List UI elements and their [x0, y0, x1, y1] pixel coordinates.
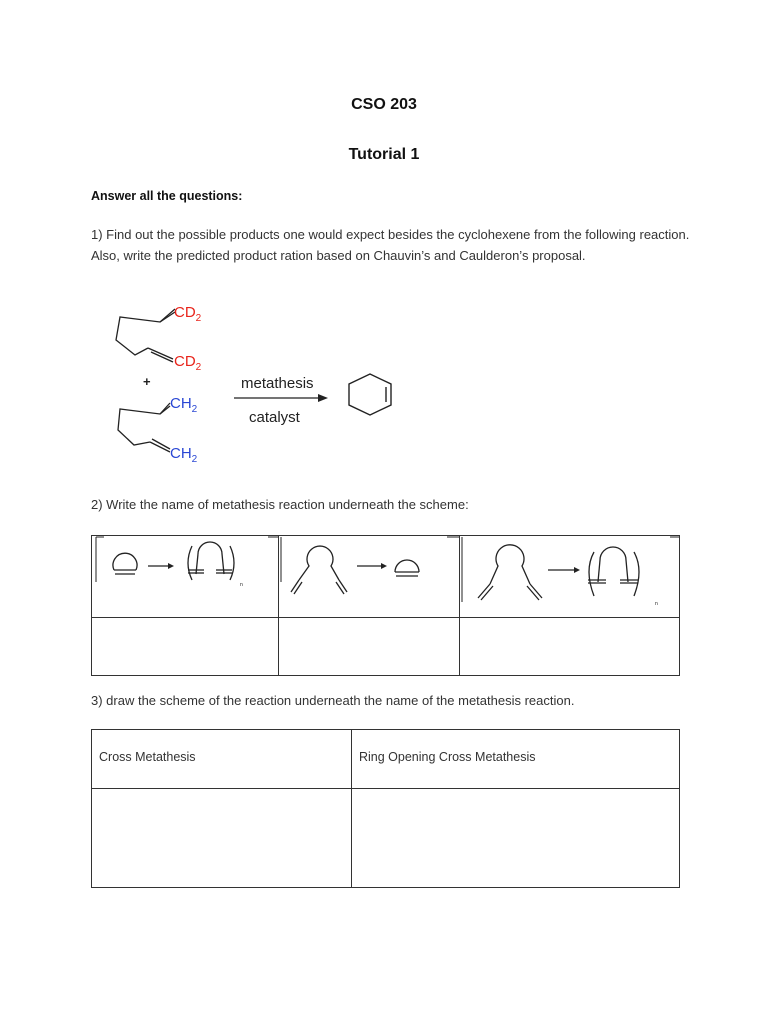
answer-cell-3[interactable]: [460, 618, 680, 676]
reactant-1-skeleton: [116, 309, 175, 362]
question-3-text: 3) draw the scheme of the reaction underneath the name of the metathesis reaction.: [91, 693, 575, 708]
reactant-1-top-label: $CD_2$: [174, 304, 202, 324]
reactant-2-skeleton: [118, 403, 170, 452]
reactant-2-top-label: $CH_2$: [170, 395, 198, 415]
acyclic-diene-polymerization-scheme: [460, 536, 679, 612]
course-title: CSO 203: [351, 96, 417, 113]
scheme-cell-1: [92, 536, 279, 618]
reactant-1-bottom-label: $CD_2$: [174, 353, 202, 373]
column-ring-opening-cross-metathesis: [352, 730, 680, 789]
arrow-label-metathesis: metathesis: [241, 375, 314, 392]
polymer-n-label-2: n: [655, 601, 658, 607]
polymer-n-label: n: [240, 582, 243, 588]
question-3-table: [91, 729, 680, 888]
drawing-cell-2[interactable]: [352, 789, 680, 888]
question-2-text: 2) Write the name of metathesis reaction underneath the scheme:: [91, 497, 469, 512]
instruction: Answer all the questions:: [91, 189, 243, 203]
plus-sign: +: [143, 374, 151, 389]
column-cross-metathesis: [92, 730, 352, 789]
scheme-cell-2: [279, 536, 460, 618]
cross-metathesis-label: Cross Metathesis: [99, 750, 196, 764]
reaction-arrow: [234, 394, 328, 402]
arrow-label-catalyst: catalyst: [249, 409, 300, 426]
drawing-cell-1[interactable]: [92, 789, 352, 888]
ring-closing-scheme: [279, 536, 459, 612]
ring-opening-polymerization-scheme: [92, 536, 278, 612]
reactant-2-bottom-label: $CH_2$: [170, 445, 198, 465]
cyclohexene-product: [349, 374, 391, 415]
scheme-cell-3: [460, 536, 680, 618]
question-1-scheme: [100, 290, 420, 470]
tutorial-title: Tutorial 1: [348, 146, 420, 163]
answer-cell-2[interactable]: [279, 618, 460, 676]
ring-opening-cross-metathesis-label: Ring Opening Cross Metathesis: [359, 750, 536, 764]
question-1-text: 1) Find out the possible products one would expect besides the cyclohexene from the following reaction. Also, write the predicted product ration based on Chauvin’s and Caulderon’s proposal.: [91, 227, 690, 263]
answer-cell-1[interactable]: [92, 618, 279, 676]
question-2-table: [91, 535, 680, 676]
